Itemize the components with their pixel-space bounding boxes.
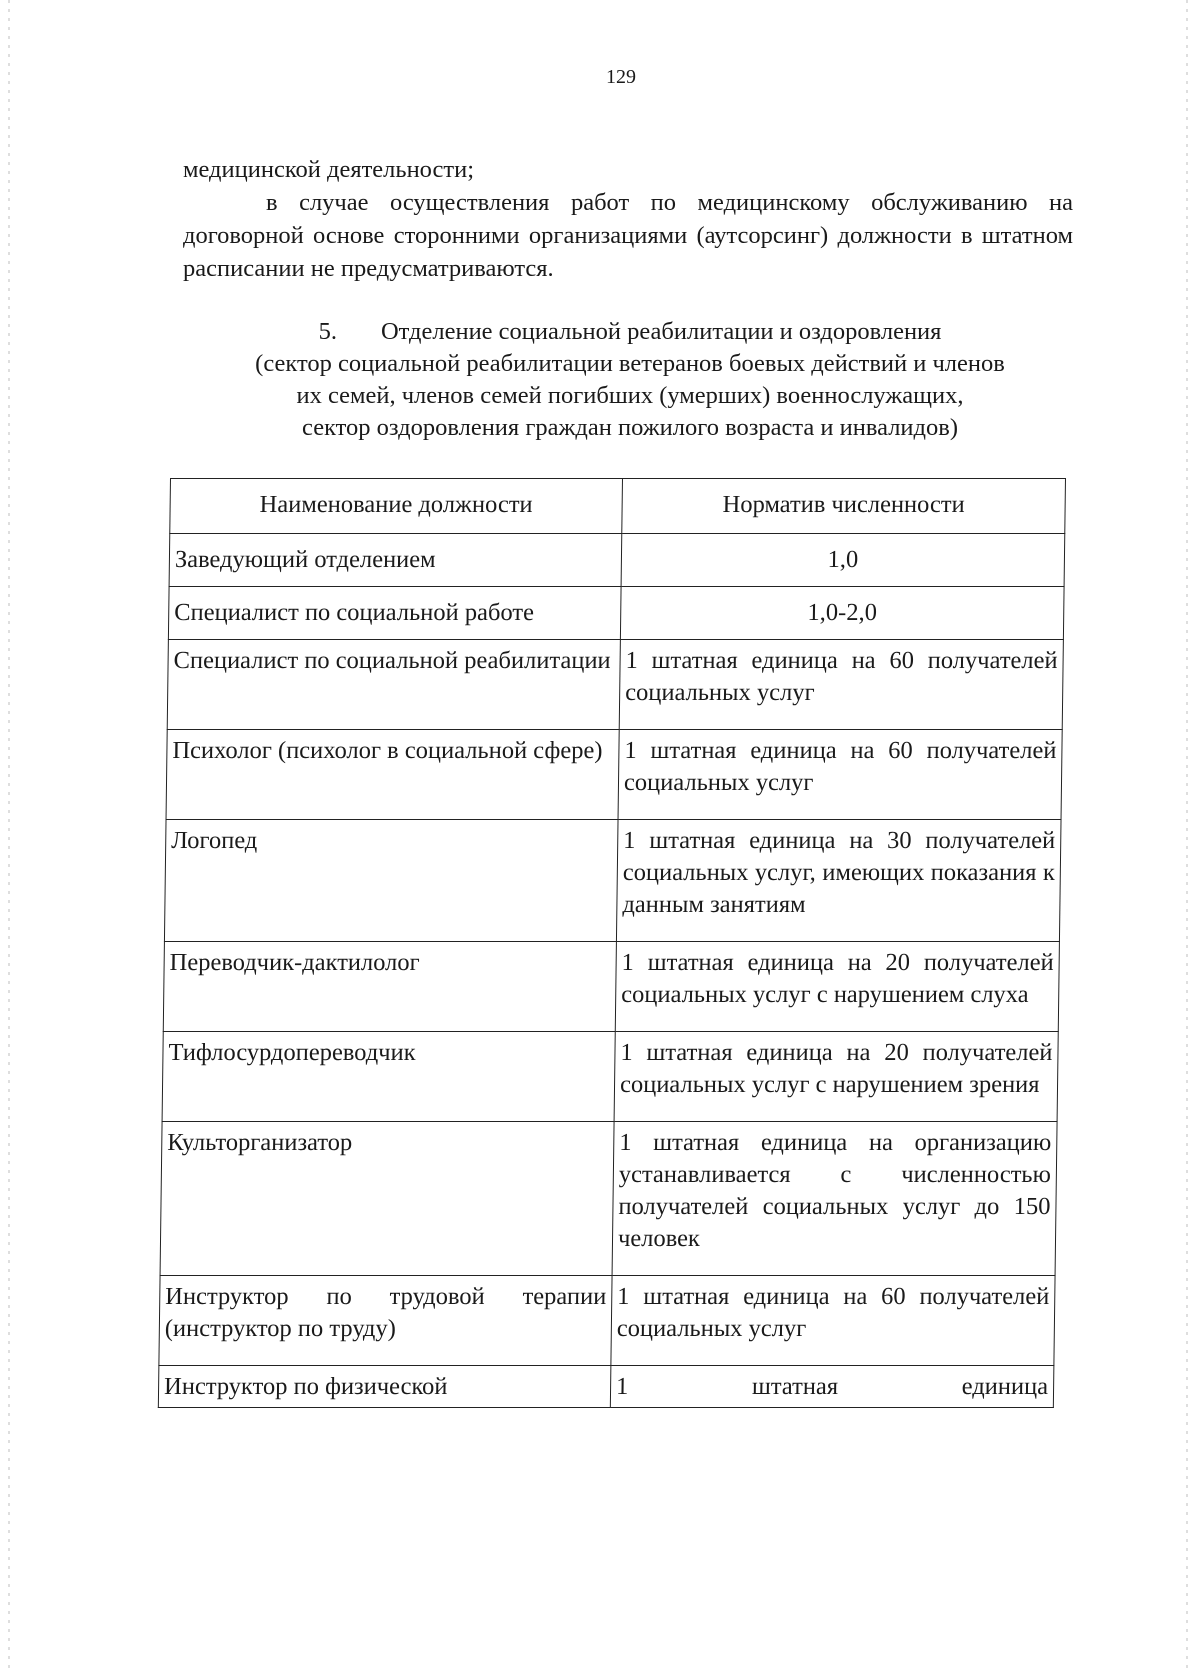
cell-position: Инструктор по трудовой терапии (инструктор по труду) [159, 1276, 612, 1366]
cell-position: Логопед [164, 820, 618, 942]
section-subtitle-line-4: сектор оздоровления граждан пожилого возраста и инвалидов) [302, 414, 958, 441]
cell-position: Заведующий отделением [169, 534, 622, 587]
cell-norm: 1 штатная единица на 30 получателей социальных услуг, имеющих показания к данным занятиям [616, 820, 1061, 942]
table-row [163, 942, 1059, 1032]
section-title: Отделение социальной реабилитации и оздоровления [380, 318, 942, 345]
table-row [164, 820, 1061, 942]
cell-norm: 1,0-2,0 [620, 587, 1064, 640]
cell-norm: 1 штатная единица на организацию устанавливается с численностью получателей социальных услуг до 150 человек [612, 1122, 1057, 1276]
section-title-line-1 [190, 316, 1070, 348]
section-subtitle-line-3: их семей, членов семей погибших (умерших) военнослужащих, [296, 382, 964, 409]
scan-edge-left [8, 0, 10, 1674]
intro-paragraph: в случае осуществления работ по медицинскому обслуживанию на договорной основе сторонними организациями (аутсорсинг) должности в штатном расписании не предусматриваются. [183, 189, 1073, 282]
intro-line: медицинской деятельности; [183, 156, 475, 183]
cell-position: Переводчик-дактилолог [163, 942, 616, 1032]
cell-position: Инструктор по физической [158, 1366, 611, 1408]
table-row [169, 534, 1065, 587]
page-number: 129 [606, 66, 636, 88]
table-row [158, 1366, 1054, 1408]
section-number: 5. [318, 318, 337, 345]
cell-position: Тифлосурдопереводчик [162, 1032, 615, 1122]
section-subtitle-line-2: (сектор социальной реабилитации ветеранов боевых действий и членов [255, 350, 1005, 377]
cell-norm: 1 штатная единица на 20 получателей социальных услуг с нарушением зрения [614, 1032, 1058, 1122]
cell-norm: 1 штатная единица на 60 получателей социальных услуг [619, 640, 1063, 730]
cell-norm: 1 штатная единица [610, 1366, 1054, 1408]
section-heading [190, 316, 1070, 444]
cell-position: Психолог (психолог в социальной сфере) [166, 730, 619, 820]
cell-norm: 1 штатная единица на 60 получателей социальных услуг [618, 730, 1062, 820]
intro-text [183, 153, 1073, 285]
staffing-table [158, 478, 1066, 1408]
cell-position: Специалист по социальной реабилитации [167, 640, 620, 730]
cell-position: Специалист по социальной работе [168, 587, 621, 640]
table-row [159, 1276, 1055, 1366]
table-row [166, 730, 1062, 820]
table-row [160, 1122, 1057, 1276]
cell-position: Культорганизатор [160, 1122, 614, 1276]
header-position: Наименование должности [170, 479, 623, 534]
table-row [167, 640, 1063, 730]
cell-norm: 1 штатная единица на 20 получателей социальных услуг с нарушением слуха [615, 942, 1059, 1032]
table-row [168, 587, 1064, 640]
scan-edge-right [1186, 0, 1188, 1674]
header-norm: Норматив численности [622, 479, 1066, 534]
cell-norm: 1,0 [621, 534, 1065, 587]
table-header-row [170, 479, 1066, 534]
table-row [162, 1032, 1058, 1122]
cell-norm: 1 штатная единица на 60 получателей социальных услуг [611, 1276, 1055, 1366]
